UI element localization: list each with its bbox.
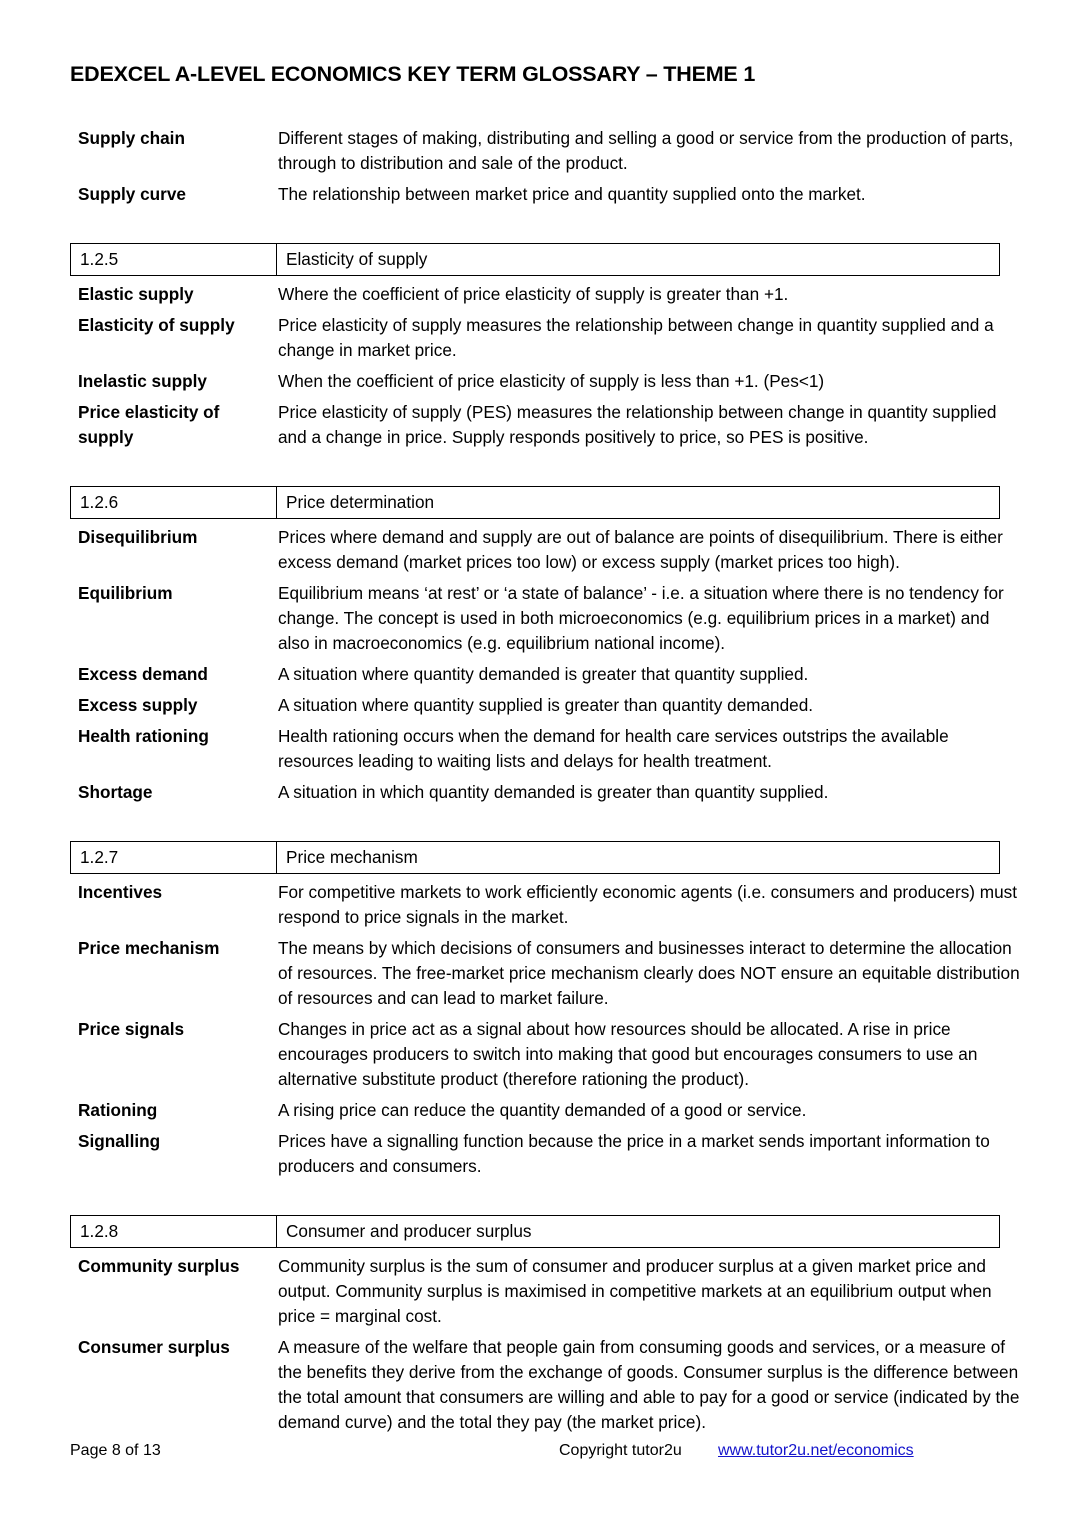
glossary-definition: A rising price can reduce the quantity demanded of a good or service. <box>278 1100 807 1120</box>
glossary-row <box>70 693 1025 718</box>
glossary-term: Inelastic supply <box>78 371 207 391</box>
glossary-definition: A situation where quantity supplied is greater than quantity demanded. <box>278 695 814 715</box>
glossary-row <box>70 400 1025 450</box>
glossary-row <box>70 126 1025 176</box>
glossary-row <box>70 313 1025 363</box>
glossary-term: Elastic supply <box>78 284 194 304</box>
glossary-row <box>70 1129 1025 1179</box>
glossary-row <box>70 182 1025 207</box>
glossary-definition: Prices where demand and supply are out of balance are points of disequilibrium. There is either excess demand (market prices too low) or excess supply (market prices too high). <box>278 527 1003 572</box>
tutor2u-website-link[interactable]: www.tutor2u.net/economics <box>718 1442 914 1459</box>
glossary-definition: Prices have a signalling function because the price in a market sends important information to producers and consumers. <box>278 1131 990 1176</box>
glossary-term: Elasticity of supply <box>78 315 235 335</box>
page-number: Page 8 of 13 <box>70 1442 161 1459</box>
glossary-definition: When the coefficient of price elasticity of supply is less than +1. (Pes<1) <box>278 371 825 391</box>
section-header-1-2-5 <box>70 243 1000 276</box>
glossary-term: Supply curve <box>78 184 186 204</box>
glossary-term: Equilibrium <box>78 583 173 603</box>
glossary-row <box>70 1098 1025 1123</box>
glossary-definition: For competitive markets to work efficiently economic agents (i.e. consumers and producers) must respond to price signals in the market. <box>278 882 1018 927</box>
glossary-definition: Price elasticity of supply measures the relationship between change in quantity supplied and a change in market price. <box>278 315 994 360</box>
section-name: Price mechanism <box>286 847 418 867</box>
glossary-content <box>70 126 1025 1441</box>
section-spacer <box>70 213 1025 243</box>
glossary-term: Price signals <box>78 1019 185 1039</box>
glossary-term: Signalling <box>78 1131 161 1151</box>
section-list <box>70 213 1025 1435</box>
glossary-term: Health rationing <box>78 726 209 746</box>
glossary-definition: Health rationing occurs when the demand for health care services outstrips the available resources leading to waiting lists and delays for health treatment. <box>278 726 949 771</box>
glossary-definition: The relationship between market price and quantity supplied onto the market. <box>278 184 866 204</box>
glossary-term: Supply chain <box>78 128 185 148</box>
section-header-1-2-6 <box>70 486 1000 519</box>
copyright-notice: Copyright tutor2u <box>559 1442 682 1459</box>
glossary-definition: A situation where quantity demanded is greater that quantity supplied. <box>278 664 809 684</box>
section-spacer <box>70 456 1025 486</box>
glossary-term: Incentives <box>78 882 163 902</box>
page-title: EDEXCEL A-LEVEL ECONOMICS KEY TERM GLOSSARY – THEME 1 <box>70 62 756 86</box>
glossary-definition: The means by which decisions of consumers and businesses interact to determine the allocation of resources. The free-market price mechanism clearly does NOT ensure an equitable distribution of resources and can lead to market failure. <box>278 938 1020 1008</box>
glossary-term: Excess supply <box>78 695 198 715</box>
glossary-term: Rationing <box>78 1100 158 1120</box>
glossary-term: Shortage <box>78 782 153 802</box>
section-spacer <box>70 811 1025 841</box>
glossary-term: Community surplus <box>78 1256 240 1276</box>
glossary-row <box>70 581 1025 656</box>
glossary-row <box>70 525 1025 575</box>
section-header-1-2-8 <box>70 1215 1000 1248</box>
section-name: Price determination <box>286 492 435 512</box>
glossary-definition: Price elasticity of supply (PES) measures the relationship between change in quantity supplied and a change in price. Supply responds positively to price, so PES is positive. <box>278 402 997 447</box>
section-code: 1.2.8 <box>71 1216 277 1247</box>
glossary-definition: Equilibrium means ‘at rest’ or ‘a state of balance’ - i.e. a situation where there is no tendency for change. The concept is used in both microeconomics (e.g. equilibrium prices in a market) and also in macroeconomics (e.g. equilibrium national income). <box>278 583 1004 653</box>
glossary-row <box>70 724 1025 774</box>
glossary-definition: A situation in which quantity demanded is greater than quantity supplied. <box>278 782 829 802</box>
section-code: 1.2.7 <box>71 842 277 873</box>
glossary-term: Price mechanism <box>78 938 220 958</box>
glossary-row <box>70 880 1025 930</box>
section-spacer <box>70 1185 1025 1215</box>
intro-entry-list <box>70 126 1025 207</box>
glossary-row <box>70 780 1025 805</box>
section-name: Elasticity of supply <box>286 249 428 269</box>
glossary-definition: Where the coefficient of price elasticity of supply is greater than +1. <box>278 284 789 304</box>
glossary-row <box>70 662 1025 687</box>
section-code: 1.2.5 <box>71 244 277 275</box>
glossary-row <box>70 282 1025 307</box>
glossary-row <box>70 1017 1025 1092</box>
glossary-row <box>70 369 1025 394</box>
glossary-definition: Changes in price act as a signal about how resources should be allocated. A rise in price encourages producers to switch into making that good but encourages consumers to use an alternative substitute product (therefore rationing the product). <box>278 1019 978 1089</box>
glossary-definition: A measure of the welfare that people gain from consuming goods and services, or a measure of the benefits they derive from the exchange of goods. Consumer surplus is the difference between the total amount that consumers are willing and able to pay for a good or service (indicated by the demand curve) and the total they pay (the market price). <box>278 1337 1020 1432</box>
glossary-row <box>70 1335 1025 1435</box>
glossary-definition: Community surplus is the sum of consumer and producer surplus at a given market price and output. Community surplus is maximised in competitive markets at an equilibrium output when price = marginal cost. <box>278 1256 992 1326</box>
glossary-term: Excess demand <box>78 664 208 684</box>
glossary-term: Price elasticity of supply <box>78 402 220 447</box>
glossary-definition: Different stages of making, distributing and selling a good or service from the production of parts, through to distribution and sale of the product. <box>278 128 1014 173</box>
page-footer <box>70 1442 1010 1466</box>
section-name: Consumer and producer surplus <box>286 1221 532 1241</box>
section-header-1-2-7 <box>70 841 1000 874</box>
glossary-row <box>70 936 1025 1011</box>
glossary-row <box>70 1254 1025 1329</box>
glossary-term: Disequilibrium <box>78 527 198 547</box>
glossary-term: Consumer surplus <box>78 1337 230 1357</box>
section-code: 1.2.6 <box>71 487 277 518</box>
